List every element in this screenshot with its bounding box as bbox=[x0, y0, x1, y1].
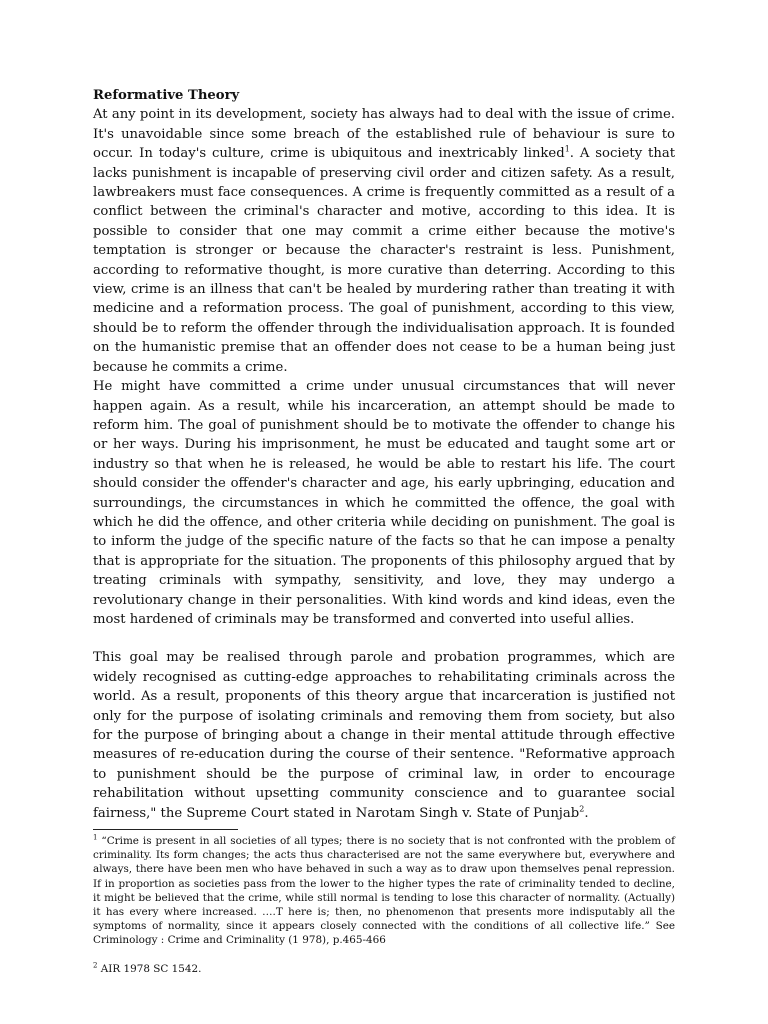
paragraph-2: He might have committed a crime under unusual circumstances that will never happen again. As a result, while his incarceration, an attempt should be made to reform him. The goal of punishment should be to motivate the offender to change his or her ways. During his imprisonment, he must be educated and taught some art or industry so that when he is released, he would be able to restart his life. The court should consider the offender's character and age, his early upbringing, education and surroundings, the circumstances in which he committed the offence, the goal with which he did the offence, and other criteria while deciding on punishment. The goal is to inform the judge of the specific nature of the facts so that he can impose a penalty that is appropriate for the situation. The proponents of this philosophy argued that by treating criminals with sympathy, sensitivity, and love, they may undergo a revolutionary change in their personalities. With kind words and kind ideas, even the most hardened of criminals may be transformed and converted into useful allies. bbox=[93, 379, 675, 627]
section-heading: Reformative Theory bbox=[93, 88, 240, 103]
footnote-spacer bbox=[93, 948, 675, 958]
footnote-1-text: “Crime is present in all societies of all types; there is no society that is not confronted with the problem of criminality. Its form changes; the acts thus characterised are not the same everywhere but, everywhere and always, there have been men who have behaved in such a way as to draw upon themselves penal repression. If in proportion as societies pass from the lower to the higher types the rate of criminality tended to decline, it might be believed that the crime, while still normal is tending to lose this character of normality. (Actually) it has every where increased. ….T here is; then, no phenomenon that presents more indisputably all the symptoms of normality, since it appears closely connected with the conditions of all collective life.” See Criminology : Crime and Criminality (1 978), p.465-466 bbox=[93, 835, 675, 947]
paragraph-spacer bbox=[93, 629, 675, 648]
paragraph-3-text-b: . bbox=[584, 805, 589, 821]
footnote-1 bbox=[93, 834, 675, 948]
document-body bbox=[93, 86, 675, 976]
footnote-2-mark: 2 bbox=[93, 961, 98, 970]
footnote-divider bbox=[93, 829, 238, 830]
paragraph-1-text-b: . A society that lacks punishment is incapable of preserving civil order and citizen safety. As a result, lawbreakers must face consequences. A crime is frequently committed as a result of a conflict between the criminal's character and motive, according to this idea. It is possible to consider that one may commit a crime either because the motive's temptation is stronger or because the character's restraint is less. Punishment, according to reformative thought, is more curative than deterring. According to this view, crime is an illness that can't be healed by murdering rather than treating it with medicine and a reformation process. The goal of punishment, according to this view, should be to reform the offender through the individualisation approach. It is founded on the humanistic premise that an offender does not cease to be a human being just because he commits a crime. bbox=[93, 146, 675, 375]
footnote-ref-2[interactable]: 2 bbox=[579, 804, 585, 814]
footnote-ref-1[interactable]: 1 bbox=[564, 144, 570, 154]
footnote-2 bbox=[93, 962, 675, 976]
paragraph-1 bbox=[93, 105, 675, 377]
paragraph-3 bbox=[93, 648, 675, 823]
footnote-1-mark: 1 bbox=[93, 833, 98, 842]
paragraph-3-text-a: This goal may be realised through parole and probation programmes, which are widely recognised as cutting-edge approaches to rehabilitating criminals across the world. As a result, proponents of this theory argue that incarceration is justified not only for the purpose of isolating criminals and removing them from society, but also for the purpose of bringing about a change in their mental attitude through effective measures of re-education during the course of their sentence. "Reformative approach to punishment should be the purpose of criminal law, in order to encourage rehabilitation without upsetting community conscience and to guarantee social fairness," the Supreme Court stated in Narotam Singh v. State of Punjab bbox=[93, 650, 675, 821]
paragraph-1-text-a: At any point in its development, society has always had to deal with the issue of crime. It's unavoidable since some breach of the established rule of behaviour is sure to occur. In today's culture, crime is ubiquitous and inextricably linked bbox=[93, 107, 675, 162]
footnote-2-text: AIR 1978 SC 1542. bbox=[97, 962, 202, 975]
